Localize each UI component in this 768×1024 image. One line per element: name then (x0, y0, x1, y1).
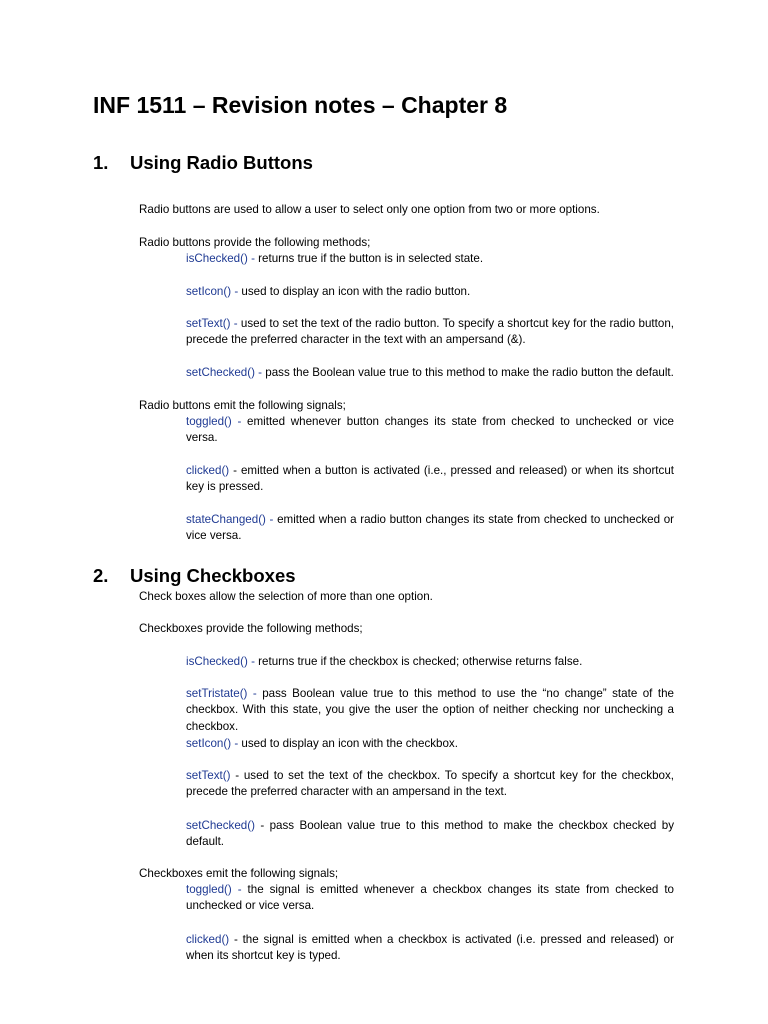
signal-item (186, 512, 674, 545)
method-name: setChecked() - (186, 366, 263, 379)
section-heading-checkboxes (93, 563, 296, 589)
method-desc: used to display an icon with the checkbox. (238, 737, 458, 750)
method-name: setText() - (186, 317, 238, 330)
paragraph: Radio buttons are used to allow a user to select only one option from two or more options. (139, 203, 600, 216)
method-desc: - used to set the text of the checkbox. To specify a shortcut key for the checkbox, precede the preferred character with an ampersand in the text. (186, 769, 674, 799)
paragraph: Check boxes allow the selection of more than one option. (139, 590, 433, 603)
method-name: setChecked() (186, 819, 255, 832)
signal-desc: emitted when a radio button changes its state from checked to unchecked or vice versa. (186, 513, 675, 543)
method-name: setText() (186, 769, 231, 782)
signal-item (186, 932, 674, 965)
signal-name: stateChanged() - (186, 513, 274, 526)
signal-name: clicked() (186, 464, 230, 477)
method-item (186, 251, 674, 267)
section-title: Using Radio Buttons (130, 152, 313, 173)
signal-desc: - the signal is emitted when a checkbox is activated (i.e. pressed and released) or when its shortcut key is typed. (186, 933, 674, 963)
signal-desc: - emitted when a button is activated (i.e., pressed and released) or when its shortcut key is pressed. (186, 464, 674, 494)
method-desc: returns true if the checkbox is checked; otherwise returns false. (254, 655, 583, 668)
signal-item (186, 882, 674, 915)
signals-lead: Checkboxes emit the following signals; (139, 867, 339, 880)
method-desc: used to set the text of the radio button. To specify a shortcut key for the radio button, precede the preferred character in the text with an ampersand (&). (186, 317, 674, 347)
method-item (186, 686, 674, 735)
method-desc: pass Boolean value true to this method to use the “no change” state of the checkbox. With this state, you give the user the option of neither checking nor unchecking a checkbox. (186, 687, 674, 733)
signals-lead: Radio buttons emit the following signals; (139, 399, 346, 412)
signal-name: toggled() - (186, 415, 242, 428)
method-item (186, 284, 674, 300)
method-desc: returns true if the button is in selected state. (254, 252, 484, 265)
signal-item (186, 414, 674, 447)
method-name: setIcon() - (186, 737, 239, 750)
signal-name: toggled() - (186, 883, 242, 896)
signal-desc: emitted whenever button changes its state from checked to unchecked or vice versa. (186, 415, 675, 445)
method-item (186, 768, 674, 801)
method-item (186, 818, 674, 851)
method-name: setIcon() - (186, 285, 239, 298)
signal-desc: the signal is emitted whenever a checkbox changes its state from checked to unchecked or vice versa. (186, 883, 674, 913)
signal-item (186, 463, 674, 496)
method-desc: pass the Boolean value true to this method to make the radio button the default. (262, 366, 674, 379)
method-desc: - pass Boolean value true to this method to make the checkbox checked by default. (186, 819, 674, 849)
page-title: INF 1511 – Revision notes – Chapter 8 (93, 92, 508, 118)
section-title: Using Checkboxes (130, 565, 296, 586)
method-item (186, 365, 674, 381)
method-name: setTristate() - (186, 687, 257, 700)
method-name: isChecked() - (186, 252, 255, 265)
method-item (186, 736, 674, 752)
signal-name: clicked() (186, 933, 230, 946)
section-heading-radio-buttons (93, 150, 313, 176)
method-desc: used to display an icon with the radio button. (238, 285, 471, 298)
section-number: 1. (93, 152, 109, 173)
method-name: isChecked() - (186, 655, 255, 668)
section-number: 2. (93, 565, 109, 586)
method-item (186, 316, 674, 349)
methods-lead: Radio buttons provide the following methods; (139, 236, 371, 249)
method-item (186, 654, 674, 670)
methods-lead: Checkboxes provide the following methods; (139, 622, 363, 635)
